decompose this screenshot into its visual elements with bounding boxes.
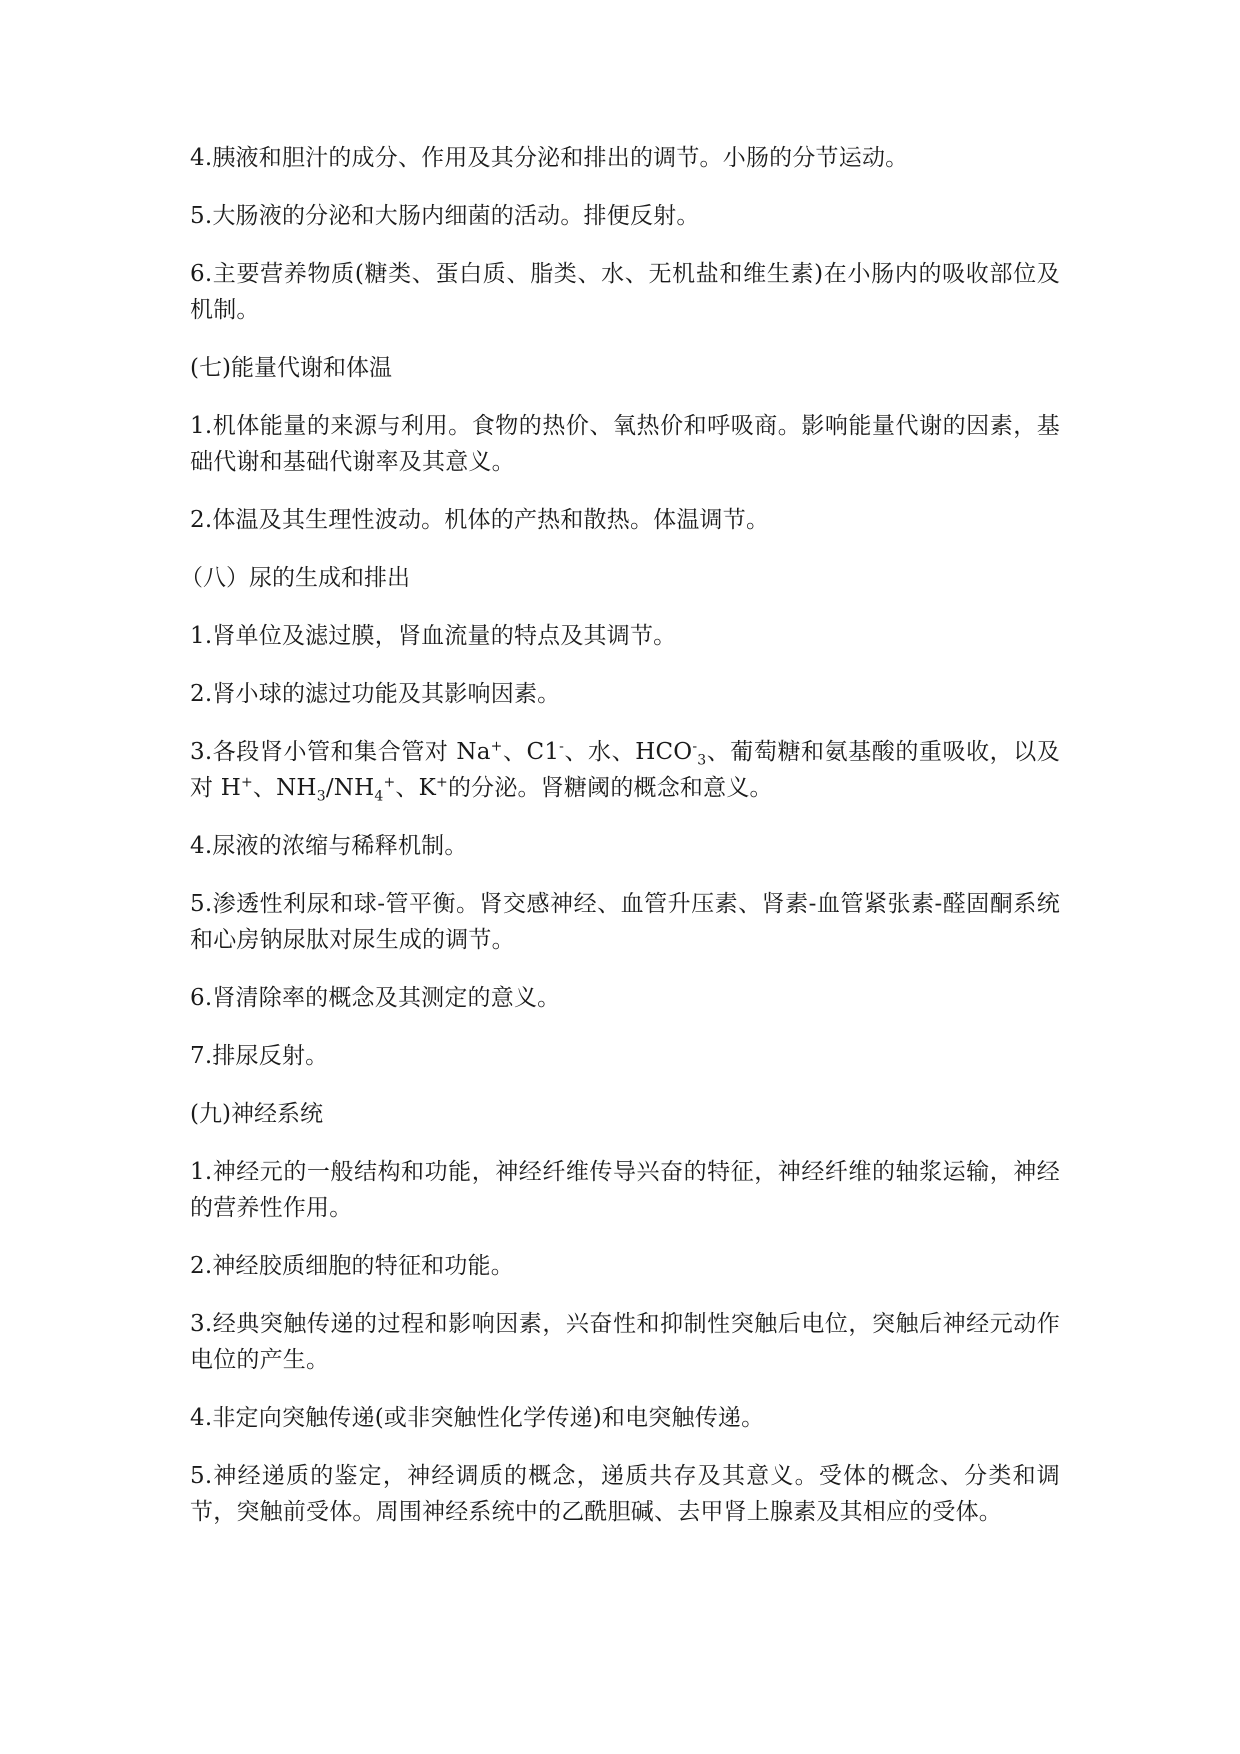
paragraph-urine-concentration: 4.尿液的浓缩与稀释机制。 bbox=[190, 833, 468, 859]
paragraph-neuron-structure: 1.神经元的一般结构和功能，神经纤维传导兴奋的特征，神经纤维的轴浆运输，神经的营养性作用。 bbox=[190, 1159, 1060, 1221]
paragraph-nephron: 1.肾单位及滤过膜，肾血流量的特点及其调节。 bbox=[190, 623, 677, 649]
paragraph-synaptic-transmission: 3.经典突触传递的过程和影响因素，兴奋性和抑制性突触后电位，突触后神经元动作电位的产生。 bbox=[190, 1311, 1060, 1373]
paragraph-micturition-reflex: 7.排尿反射。 bbox=[190, 1043, 329, 1069]
paragraph-large-intestine: 5.大肠液的分泌和大肠内细菌的活动。排便反射。 bbox=[190, 203, 700, 229]
paragraph-neurotransmitters: 5.神经递质的鉴定，神经调质的概念，递质共存及其意义。受体的概念、分类和调节，突触前受体。周围神经系统中的乙酰胆碱、去甲肾上腺素及其相应的受体。 bbox=[190, 1463, 1060, 1525]
document-page bbox=[180, 140, 1061, 1552]
paragraph-body-temperature: 2.体温及其生理性波动。机体的产热和散热。体温调节。 bbox=[190, 507, 770, 533]
section-heading-nervous-system: (九)神经系统 bbox=[190, 1101, 323, 1127]
paragraph-glomerular-filtration: 2.肾小球的滤过功能及其影响因素。 bbox=[190, 681, 561, 707]
paragraph-tubular-reabsorption: 3.各段肾小管和集合管对 Na+、C1-、水、$HCO^-_3$、葡萄糖和氨基酸的重吸收，以及对 H+、$NH_3/NH_4^+$、K+的分泌。肾糖阈的概念和意义。 bbox=[190, 738, 1061, 805]
paragraph-pancreatic-bile: 4.胰液和胆汁的成分、作用及其分泌和排出的调节。小肠的分节运动。 bbox=[190, 145, 909, 171]
paragraph-glial-cells: 2.神经胶质细胞的特征和功能。 bbox=[190, 1253, 514, 1279]
paragraph-nutrient-absorption: 6.主要营养物质(糖类、蛋白质、脂类、水、无机盐和维生素)在小肠内的吸收部位及机制。 bbox=[190, 261, 1060, 323]
section-heading-energy-metabolism: (七)能量代谢和体温 bbox=[190, 355, 392, 381]
section-heading-urine-formation: （八）尿的生成和排出 bbox=[180, 565, 410, 591]
paragraph-renal-clearance: 6.肾清除率的概念及其测定的意义。 bbox=[190, 985, 561, 1011]
paragraph-energy-source: 1.机体能量的来源与利用。食物的热价、氧热价和呼吸商。影响能量代谢的因素，基础代谢和基础代谢率及其意义。 bbox=[190, 413, 1060, 475]
paragraph-osmotic-diuresis: 5.渗透性利尿和球-管平衡。肾交感神经、血管升压素、肾素-血管紧张素-醛固酮系统和心房钠尿肽对尿生成的调节。 bbox=[190, 891, 1060, 953]
paragraph-non-directed-transmission: 4.非定向突触传递(或非突触性化学传递)和电突触传递。 bbox=[190, 1405, 765, 1431]
